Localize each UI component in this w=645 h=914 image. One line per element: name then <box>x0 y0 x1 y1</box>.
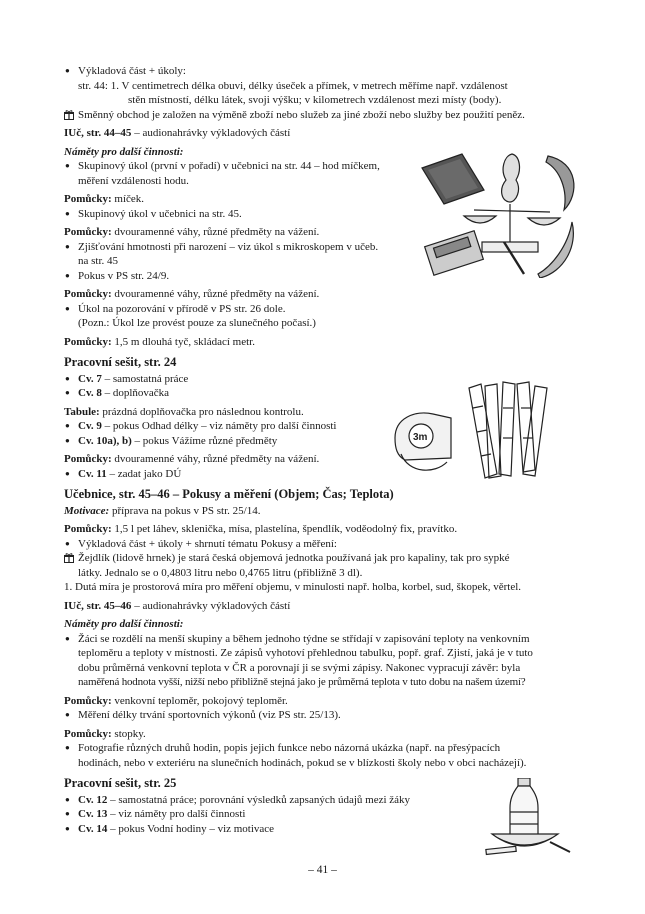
text-line <box>64 126 584 141</box>
text-line <box>64 727 584 742</box>
text: 1,5 l pet láhev, sklenička, mísa, plastelína, špendlík, voděodolný fix, pravítko. <box>111 523 458 535</box>
text: – zadat jako DÚ <box>106 467 182 480</box>
measuring-tools-illustration <box>385 378 561 482</box>
text: – viz náměty pro další činnosti <box>107 808 246 820</box>
label: Cv. 9 <box>78 420 102 432</box>
text: dvouramenné váhy, různé předměty na vážení. <box>111 226 320 238</box>
label: Pomůcky: <box>64 453 112 465</box>
text-line: dobu průměrná venkovní teplota v ČR a porovnají ji se svými zápisy. Nakonec vypracují závěr: byla <box>78 661 521 674</box>
text: 1,5 m dlouhá tyč, skládací metr. <box>111 335 255 348</box>
text-line: měření vzdálenosti hodu. <box>78 174 189 187</box>
text: Skupinový úkol v učebnici na str. 45. <box>78 207 242 220</box>
text: Měření délky trvání sportovních výkonů (viz PS str. 25/13). <box>78 709 341 721</box>
section-heading: Pracovní sešit, str. 24 <box>64 355 177 369</box>
label: Motivace: <box>64 504 110 517</box>
section-heading: Učebnice, str. 45–46 – Pokusy a měření (Objem; Čas; Teplota) <box>64 487 394 501</box>
text: Pokus v PS str. 24/9. <box>78 269 170 282</box>
text-line <box>64 335 584 350</box>
list-item <box>64 708 584 723</box>
label: Cv. 10a), b) <box>78 434 132 447</box>
label: Cv. 12 <box>78 793 108 806</box>
text-line: (Pozn.: Úkol lze provést pouze za slunečného počasí.) <box>78 317 316 329</box>
text: Žejdlík (lidově hrnek) je stará česká objemová jednotka používaná jak pro kapaliny, tak pro sypké <box>78 552 510 564</box>
text: – audionahrávky výkladových částí <box>131 599 291 612</box>
label: Pomůcky: <box>64 288 112 300</box>
text: – doplňovačka <box>101 387 170 399</box>
gift-icon <box>64 553 74 563</box>
text: příprava na pokus v PS str. 25/14. <box>109 504 261 517</box>
text: – audionahrávky výkladových částí <box>131 127 291 139</box>
text: Fotografie různých druhů hodin, popis jejich funkce nebo názorná ukázka (např. na přesýpacích <box>78 742 501 754</box>
label: Pomůcky: <box>64 727 112 740</box>
text-line: teploměru a teploty v místnosti. Ze zápisů vyhotoví přehlednou tabulku, popř. graf. Zjistí, jaká je v tuto <box>78 647 533 659</box>
section-heading: Pracovní sešit, str. 25 <box>64 776 177 790</box>
text: – samostatná práce <box>101 372 189 385</box>
text-line <box>64 694 584 709</box>
label: Cv. 14 <box>78 822 108 835</box>
text: Výkladová část + úkoly: <box>78 65 186 77</box>
list-item <box>64 537 584 552</box>
label: Cv. 13 <box>78 808 108 820</box>
tape-label: 3m <box>413 432 428 443</box>
label: IUč, str. 45–46 <box>64 599 132 612</box>
text-line: naměřená hodnota vyšší, nižší nebo přibližně stejná jako je průměrná teplota v tuto dobu na našem území? <box>78 676 526 688</box>
label: Cv. 8 <box>78 387 102 399</box>
list-item <box>64 741 584 756</box>
gift-icon <box>64 110 74 120</box>
label: Cv. 7 <box>78 372 102 385</box>
text: – pokus Vodní hodiny – viz motivace <box>107 822 275 835</box>
text: Směnný obchod je založen na výměně zboží nebo služeb za jiné zboží nebo služby bez použití peněz. <box>78 108 525 121</box>
text: dvouramenné váhy, různé předměty na vážení. <box>111 288 320 300</box>
text: prázdná doplňovačka pro následnou kontrolu. <box>99 405 304 418</box>
text: Zjišťování hmotnosti při narození – viz úkol s mikroskopem v učeb. <box>78 240 379 253</box>
text-line <box>64 599 584 614</box>
list-item <box>64 64 584 79</box>
label: Cv. 11 <box>78 467 107 480</box>
list-item <box>64 302 584 317</box>
label: Pomůcky: <box>64 193 112 205</box>
page-number: – 41 – <box>308 864 337 876</box>
list-item <box>64 632 584 647</box>
scale-illustration <box>418 150 586 278</box>
text: – pokus Vážíme různé předměty <box>131 434 278 447</box>
text-line <box>64 504 584 519</box>
label: Pomůcky: <box>64 694 112 707</box>
label: Pomůcky: <box>64 226 112 238</box>
label: Tabule: <box>64 405 100 418</box>
subheading: Náměty pro další činnosti: <box>64 618 184 630</box>
text: stopky. <box>111 727 146 740</box>
water-clock-illustration <box>484 778 576 858</box>
text-line: na str. 45 <box>78 255 119 267</box>
text-line <box>64 287 584 302</box>
text-line: str. 44: 1. V centimetrech délka obuvi, délky úseček a přímek, v metrech měříme např. vzdálenost <box>78 79 508 92</box>
text-line: stěn místností, délku látek, svoji výšku; v kilometrech vzdálenost mezi místy (body). <box>128 94 502 106</box>
text-line: 1. Dutá míra je prostorová míra pro měření objemu, v minulosti např. holba, korbel, sud, škopek, věrtel. <box>64 581 522 593</box>
subheading: Náměty pro další činnosti: <box>64 145 184 158</box>
text: Úkol na pozorování v přírodě v PS str. 26 dole. <box>78 302 286 315</box>
text-line: látky. Jednalo se o 0,4803 litru nebo 0,4765 litru (přibližně 3 dl). <box>78 566 363 579</box>
text-line <box>64 522 584 537</box>
text: míček. <box>111 193 145 205</box>
text: Výkladová část + úkoly + shrnutí tématu Pokusy a měření: <box>78 537 337 550</box>
text: venkovní teploměr, pokojový teploměr. <box>111 694 288 707</box>
label: IUč, str. 44–45 <box>64 127 132 139</box>
text: Skupinový úkol (první v pořadí) v učebnici na str. 44 – hod míčkem, <box>78 160 380 172</box>
text: – pokus Odhad délky – viz náměty pro další činnosti <box>101 420 337 432</box>
text-line <box>64 108 584 123</box>
text: – samostatná práce; porovnání výsledků zapsaných údajů mezi žáky <box>107 793 411 806</box>
text: dvouramenné váhy, různé předměty na vážení. <box>111 453 320 465</box>
text: Žáci se rozdělí na menší skupiny a během jednoho týdne se střídají v zapisování teploty na venkovním <box>78 632 530 645</box>
text-line <box>64 551 584 566</box>
label: Pomůcky: <box>64 335 112 348</box>
label: Pomůcky: <box>64 523 112 535</box>
text-line: hodinách, nebo v exteriéru na slunečních hodinách, pokud se v blízkosti školy nebo v obci nacházejí). <box>78 756 527 769</box>
